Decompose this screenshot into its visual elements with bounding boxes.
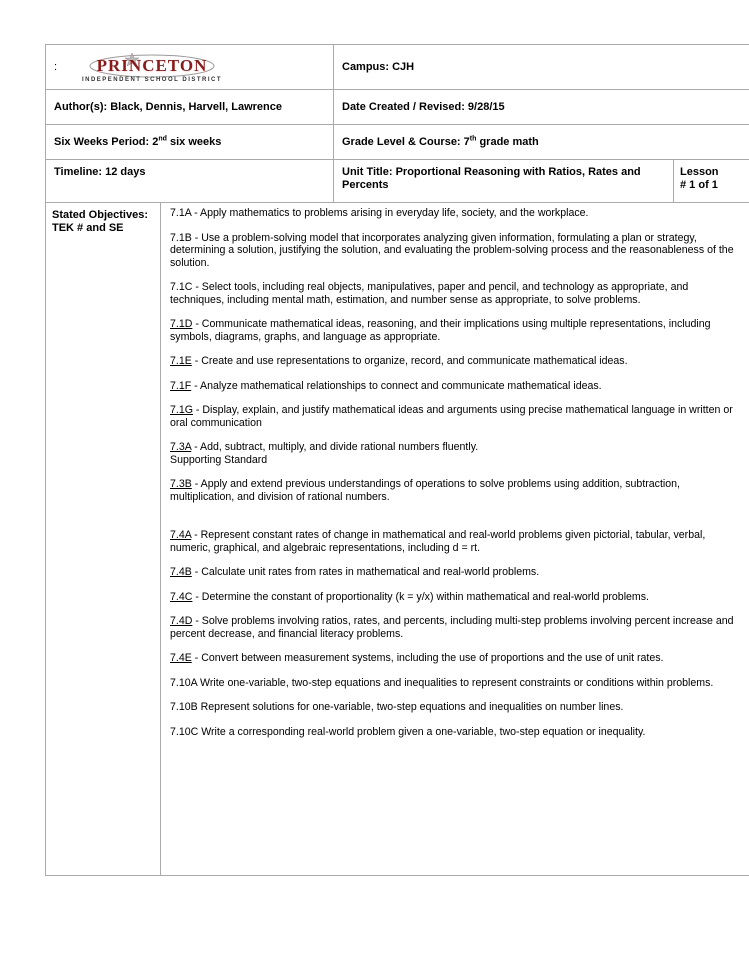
lesson-plan-table: [45, 44, 749, 876]
objective-code: 7.1B: [170, 231, 192, 244]
objective-item: [170, 478, 742, 503]
six-weeks-text: Six Weeks Period: 2nd six weeks: [54, 135, 222, 148]
district-logo-cell: [46, 45, 334, 89]
princeton-logo: [67, 51, 237, 83]
objective-item: [170, 232, 742, 270]
header-row-period: [46, 125, 749, 160]
objective-item: [170, 441, 742, 466]
objective-item: [170, 726, 742, 739]
objective-text: - Apply and extend previous understandings of operations to solve problems using addition, subtraction, multiplication, and division of rational numbers.: [170, 478, 680, 503]
objective-code: 7.1C: [170, 281, 193, 293]
objective-code: 7.3B: [170, 478, 192, 490]
objective-item: [170, 529, 742, 554]
objective-code: 7.1G: [170, 404, 193, 416]
unit-title-cell: [334, 160, 674, 202]
objective-item: [170, 281, 742, 306]
objective-text: - Analyze mathematical relationships to connect and communicate mathematical ideas.: [191, 379, 602, 392]
date-cell: [334, 90, 749, 124]
objective-item: [170, 355, 742, 368]
objective-item: [170, 404, 742, 429]
objective-text: - Solve problems involving ratios, rates, and percents, including multi-step problems involving percent increase and percent decrease, and financial literacy problems.: [170, 615, 734, 640]
date-text: Date Created / Revised: 9/28/15: [342, 101, 505, 113]
objective-code: 7.4E: [170, 652, 192, 664]
authors-cell: [46, 90, 334, 124]
logo-subtitle: INDEPENDENT SCHOOL DISTRICT: [82, 77, 223, 83]
header-row-authors: [46, 90, 749, 125]
objective-code: 7.4C: [170, 590, 193, 603]
lesson-label: Lesson: [680, 166, 719, 178]
objective-text: - Use a problem-solving model that incorporates analyzing given information, formulating a plan or strategy, determining a solution, justifying the solution, and evaluating the problem-solving process and the reasonableness of the solution.: [170, 231, 734, 269]
objective-item: [170, 652, 742, 665]
unit-title-text: Unit Title: Proportional Reasoning with Ratios, Rates and Percents: [342, 166, 641, 191]
objective-text: - Communicate mathematical ideas, reasoning, and their implications using multiple representations, including symbols, diagrams, graphs, and language as appropriate.: [170, 318, 711, 343]
objectives-label: Stated Objectives: TEK # and SE: [46, 203, 161, 875]
objective-code: 7.1A: [170, 207, 192, 219]
objective-item: [170, 318, 742, 343]
objective-text: - Determine the constant of proportionality (k = y/x) within mathematical and real-world problems.: [192, 590, 649, 603]
objective-code: 7.1E: [170, 355, 192, 367]
objective-text: - Convert between measurement systems, including the use of proportions and the use of unit rates.: [191, 652, 664, 664]
header-row-campus: [46, 45, 749, 90]
objective-text: - Create and use representations to organize, record, and communicate mathematical ideas.: [191, 355, 628, 367]
objective-text: - Add, subtract, multiply, and divide rational numbers fluently.: [191, 441, 479, 453]
objective-code: 7.4B: [170, 566, 192, 578]
objective-item: [170, 207, 742, 220]
objective-item: [170, 615, 742, 640]
objective-text: - Display, explain, and justify mathematical ideas and arguments using precise mathematical language in written or oral communication: [170, 404, 733, 429]
objective-code: 7.10C: [170, 725, 199, 738]
objective-text: Write one-variable, two-step equations and inequalities to represent constraints or conditions within problems.: [197, 676, 714, 689]
authors-text: Author(s): Black, Dennis, Harvell, Lawrence: [54, 101, 283, 113]
header-row-timeline: [46, 160, 749, 203]
timeline-text: Timeline: 12 days: [54, 166, 146, 178]
objective-item: [170, 677, 742, 690]
lesson-cell: [674, 160, 749, 202]
objective-item: [170, 566, 742, 579]
objective-text: - Select tools, including real objects, manipulatives, paper and pencil, and technology as appropriate, and techniques, including mental math, estimation, and number sense as appropriate, to solve problems.: [170, 281, 689, 306]
objective-text: - Apply mathematics to problems arising in everyday life, society, and the workplace.: [191, 207, 589, 219]
objective-code: 7.10B: [170, 701, 198, 713]
logo-title: PRINCETON: [96, 56, 208, 75]
objective-note: Supporting Standard: [170, 453, 268, 466]
logo-colon: :: [54, 61, 58, 73]
six-weeks-cell: [46, 125, 334, 159]
lesson-number: # 1 of 1: [680, 179, 718, 191]
objectives-row: [46, 203, 749, 876]
campus-cell: [334, 45, 749, 89]
objective-item: [170, 701, 742, 714]
objective-code: 7.1D: [170, 318, 193, 330]
objective-text: - Represent constant rates of change in mathematical and real-world problems given pictorial, tabular, verbal, numeric, graphical, and algebraic representations, including d = rt.: [170, 529, 706, 554]
objective-text: Represent solutions for one-variable, two-step equations and inequalities on number lines.: [197, 701, 624, 713]
objective-code: 7.10A: [170, 676, 198, 689]
grade-text: Grade Level & Course: 7th grade math: [342, 135, 539, 148]
objectives-list: [161, 203, 749, 875]
objective-code: 7.4D: [170, 615, 193, 627]
objective-text: - Calculate unit rates from rates in mathematical and real-world problems.: [191, 566, 540, 578]
objective-item: [170, 591, 742, 604]
objective-code: 7.1F: [170, 379, 192, 392]
campus-text: Campus: CJH: [342, 61, 415, 73]
objective-code: 7.4A: [170, 529, 192, 541]
objective-text: Write a corresponding real-world problem given a one-variable, two-step equation or inequality.: [198, 725, 646, 738]
grade-cell: [334, 125, 749, 159]
objective-code: 7.3A: [170, 441, 192, 453]
objective-item: [170, 380, 742, 393]
timeline-cell: [46, 160, 334, 202]
